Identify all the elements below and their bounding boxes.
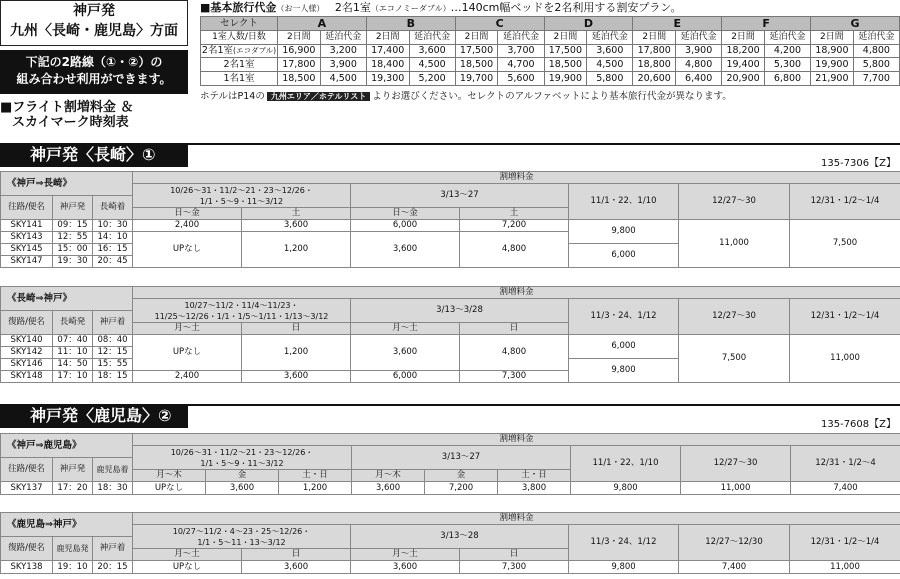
day-friday: 金 (425, 470, 498, 482)
period-1: 10/27～11/2・11/4～11/23・ 11/25～12/26・1/1・1/5～1/11・1/13～3/12 (133, 299, 351, 323)
day-weekday: 日～金 (133, 208, 242, 220)
arrive-time: 14：10 (93, 232, 133, 244)
fare-cell: 3,700 (498, 44, 544, 58)
sub-col-header: 2日間 (455, 30, 498, 44)
flight-heading-line1: ■フライト割増料金 ＆ (0, 100, 134, 115)
section-title-kagoshima: 神戸発〈鹿児島〉② (0, 404, 188, 428)
arrive-time: 20：45 (93, 256, 133, 268)
depart-time: 14：50 (53, 359, 93, 371)
period-5: 12/31・1/2～4 (791, 446, 900, 482)
grade-d: D (544, 17, 633, 31)
grade-a: A (278, 17, 367, 31)
day-weekend: 土・日 (279, 470, 352, 482)
surcharge-label: 割増料金 (133, 287, 900, 299)
day-sunday: 日 (242, 323, 351, 335)
period-1: 10/27～11/2・4～23・25～12/26・ 1/1・5～11・13～3/12 (133, 525, 351, 549)
fare-cell: 5,800 (853, 58, 899, 72)
sub-col-header: 延泊代金 (409, 30, 455, 44)
col-arrive: 長崎着 (93, 196, 133, 220)
fare-cell: 4,800 (676, 58, 722, 72)
col-flight: 往路/便名 (1, 196, 53, 220)
fare-cell: 4,700 (498, 58, 544, 72)
route-label: 《神戸⇒鹿児島》 (1, 434, 133, 458)
surcharge-label: 割増料金 (133, 172, 900, 184)
day-mon-thu: 月～木 (133, 470, 206, 482)
day-mon-thu: 月～木 (352, 470, 425, 482)
price-cell: 9,800 (569, 220, 679, 244)
basic-fare-heading (200, 2, 681, 15)
arrive-time: 18：30 (93, 482, 133, 495)
period-3: 11/1・22、1/10 (569, 184, 679, 220)
fare-cell: 3,900 (320, 58, 366, 72)
arrive-time: 20：15 (93, 561, 133, 574)
price-cell: 9,800 (569, 561, 679, 574)
price-cell: 3,600 (352, 482, 425, 495)
period-1: 10/26～31・11/2～21・23～12/26・ 1/1・5～9・11～3/12 (133, 446, 352, 470)
day-mon-sat: 月～土 (133, 549, 242, 561)
period-4: 12/27～30 (679, 184, 790, 220)
fare-cell: 5,800 (587, 72, 633, 86)
price-cell: UPなし (133, 232, 242, 268)
fare-row-label: 2名1室 (201, 58, 278, 72)
day-sunday: 日 (242, 549, 351, 561)
fare-cell: 18,500 (455, 58, 498, 72)
day-mon-sat: 月～土 (133, 323, 242, 335)
flight-no: SKY137 (1, 482, 53, 495)
table-row (1, 335, 900, 347)
period-2: 3/13～27 (351, 184, 569, 208)
grade-f: F (722, 17, 811, 31)
price-cell: 4,800 (460, 335, 569, 371)
basic-fare-desc2: …140cm幅ベッドを2名利用する割安プラン。 (450, 1, 682, 14)
price-cell: 11,000 (790, 561, 900, 574)
people-label: 1室人数/日数 (201, 30, 278, 44)
fare-cell: 20,600 (633, 72, 676, 86)
depart-time: 17：10 (53, 371, 93, 383)
period-2: 3/13～3/28 (351, 299, 569, 323)
fare-cell: 17,500 (544, 44, 587, 58)
section-rule (188, 143, 900, 145)
surcharge-label: 割増料金 (133, 513, 900, 525)
fare-cell: 3,900 (676, 44, 722, 58)
hotel-note-post: よりお選びください。セレクトのアルファベットにより基本旅行代金が異なります。 (372, 91, 732, 102)
flight-no: SKY141 (1, 220, 53, 232)
depart-time: 15：00 (53, 244, 93, 256)
price-cell: 7,500 (790, 220, 900, 268)
title-line1: 神戸発 (73, 3, 115, 19)
arrive-time: 15：55 (93, 359, 133, 371)
fare-cell: 18,400 (366, 58, 409, 72)
col-depart: 長崎発 (53, 311, 93, 335)
price-cell: 3,600 (242, 371, 351, 383)
route-note-line1: 下記の2路線（①・②）の (25, 55, 163, 69)
fare-row-label: 1名1室 (201, 72, 278, 86)
sub-col-header: 2日間 (544, 30, 587, 44)
price-cell: 3,600 (242, 561, 351, 574)
price-cell: UPなし (133, 335, 242, 371)
fare-cell: 6,800 (764, 72, 810, 86)
price-cell: 3,600 (206, 482, 279, 495)
price-cell: 2,400 (133, 220, 242, 232)
col-arrive: 鹿児島着 (93, 458, 133, 482)
table-kobe-kagoshima (0, 433, 900, 495)
price-cell: 6,000 (351, 220, 460, 232)
route-label: 《長崎⇒神戸》 (1, 287, 133, 311)
fare-cell: 17,500 (455, 44, 498, 58)
fare-cell: 21,900 (811, 72, 854, 86)
sub-col-header: 延泊代金 (764, 30, 810, 44)
depart-time: 19：30 (53, 256, 93, 268)
flight-no: SKY147 (1, 256, 53, 268)
grade-g: G (811, 17, 900, 31)
price-cell: 2,400 (133, 371, 242, 383)
period-1: 10/26～31・11/2～21・23～12/26・ 1/1・5～9・11～3/12 (133, 184, 351, 208)
flight-no: SKY142 (1, 347, 53, 359)
fare-cell: 4,500 (320, 72, 366, 86)
sub-col-header: 延泊代金 (320, 30, 366, 44)
hotel-note-pre: ホテルはP14の (200, 91, 265, 102)
sub-col-header: 2日間 (811, 30, 854, 44)
fare-cell: 7,700 (853, 72, 899, 86)
price-cell: 7,400 (791, 482, 900, 495)
depart-time: 11：10 (53, 347, 93, 359)
sub-col-header: 延泊代金 (587, 30, 633, 44)
price-cell: 7,400 (679, 561, 790, 574)
hotel-list-tag: 九州エリア／ホテルリスト (267, 92, 370, 101)
day-sunday: 日 (460, 323, 569, 335)
fare-cell: 4,500 (587, 58, 633, 72)
arrive-time: 18：15 (93, 371, 133, 383)
period-4: 12/27～12/30 (679, 525, 790, 561)
sub-col-header: 2日間 (633, 30, 676, 44)
title-line2: 九州〈長崎・鹿児島〉方面 (10, 23, 178, 39)
price-cell: 1,200 (242, 232, 351, 268)
price-cell: 7,300 (460, 371, 569, 383)
fare-cell: 16,900 (278, 44, 321, 58)
day-sunday: 日 (460, 549, 569, 561)
flight-heading-line2: スカイマーク時刻表 (12, 115, 129, 130)
route-note-line2: 組み合わせ利用ができます。 (16, 72, 172, 86)
price-cell: 6,000 (351, 371, 460, 383)
col-depart: 鹿児島発 (53, 537, 93, 561)
period-3: 11/3・24、1/12 (569, 525, 679, 561)
table-row (1, 220, 900, 232)
section-title-nagasaki: 神戸発〈長崎〉① (0, 143, 188, 167)
tour-code-nagasaki: 135-7306【Z】 (821, 158, 896, 169)
depart-time: 17：20 (53, 482, 93, 495)
title-box (0, 0, 188, 46)
basic-fare-desc: 2名1室 (334, 1, 371, 14)
flight-no: SKY146 (1, 359, 53, 371)
sub-col-header: 延泊代金 (853, 30, 899, 44)
fare-row (201, 58, 900, 72)
arrive-time: 12：15 (93, 347, 133, 359)
period-4: 12/27～30 (679, 299, 790, 335)
fare-cell: 5,200 (409, 72, 455, 86)
day-saturday: 土 (460, 208, 569, 220)
period-5: 12/31・1/2～1/4 (790, 299, 900, 335)
grade-e: E (633, 17, 722, 31)
fare-cell: 19,400 (722, 58, 765, 72)
fare-cell: 17,800 (633, 44, 676, 58)
fare-cell: 18,900 (811, 44, 854, 58)
fare-cell: 4,800 (853, 44, 899, 58)
basic-fare-title: ■基本旅行代金 (200, 1, 277, 14)
fare-row (201, 72, 900, 86)
arrive-time: 08：40 (93, 335, 133, 347)
period-5: 12/31・1/2～1/4 (790, 184, 900, 220)
day-weekend: 土・日 (498, 470, 571, 482)
fare-cell: 20,900 (722, 72, 765, 86)
flight-heading (0, 100, 133, 130)
period-3: 11/3・24、1/12 (569, 299, 679, 335)
fare-row-label: 2名1室(エコダブル) (201, 45, 277, 57)
grade-b: B (366, 17, 455, 31)
depart-time: 12：55 (53, 232, 93, 244)
flight-no: SKY145 (1, 244, 53, 256)
flight-no: SKY140 (1, 335, 53, 347)
flight-no: SKY143 (1, 232, 53, 244)
col-flight: 往路/便名 (1, 458, 53, 482)
day-weekday: 日～金 (351, 208, 460, 220)
price-cell: 1,200 (279, 482, 352, 495)
table-kagoshima-kobe (0, 512, 900, 574)
col-flight: 復路/便名 (1, 311, 53, 335)
col-depart: 神戸発 (53, 458, 93, 482)
col-depart: 神戸発 (53, 196, 93, 220)
sub-col-header: 延泊代金 (498, 30, 544, 44)
price-cell: 11,000 (679, 220, 790, 268)
route-label: 《鹿児島⇒神戸》 (1, 513, 133, 537)
price-cell: 11,000 (790, 335, 900, 383)
tour-code-kagoshima: 135-7608【Z】 (821, 419, 896, 430)
fare-cell: 19,900 (544, 72, 587, 86)
sub-col-header: 2日間 (722, 30, 765, 44)
fare-cell: 3,600 (409, 44, 455, 58)
price-cell: 9,800 (569, 359, 679, 383)
price-cell: 1,200 (242, 335, 351, 371)
price-cell: 3,600 (351, 561, 460, 574)
price-cell: 11,000 (681, 482, 791, 495)
price-cell: 7,300 (460, 561, 569, 574)
depart-time: 09：15 (53, 220, 93, 232)
fare-cell: 19,300 (366, 72, 409, 86)
price-cell: 3,600 (351, 335, 460, 371)
section-rule (188, 404, 900, 406)
basic-fare-title-small: （お一人様） (276, 4, 325, 13)
fare-cell: 18,500 (278, 72, 321, 86)
table-row (1, 561, 900, 574)
fare-cell: 17,400 (366, 44, 409, 58)
price-cell: 7,200 (460, 220, 569, 232)
price-cell: 3,600 (242, 220, 351, 232)
price-cell: 4,800 (460, 232, 569, 268)
hotel-note (200, 91, 732, 103)
fare-cell: 19,900 (811, 58, 854, 72)
price-cell: 7,500 (679, 335, 790, 383)
day-friday: 金 (206, 470, 279, 482)
fare-cell: 18,500 (544, 58, 587, 72)
arrive-time: 16：15 (93, 244, 133, 256)
col-arrive: 神戸着 (93, 311, 133, 335)
fare-cell: 3,200 (320, 44, 366, 58)
sub-col-header: 2日間 (366, 30, 409, 44)
fare-cell: 6,400 (676, 72, 722, 86)
select-label: セレクト (201, 17, 278, 31)
route-note-box (0, 50, 188, 94)
price-cell: UPなし (133, 482, 206, 495)
fare-cell: 3,600 (587, 44, 633, 58)
grade-c: C (455, 17, 544, 31)
sub-col-header: 延泊代金 (676, 30, 722, 44)
price-cell: 6,000 (569, 335, 679, 359)
price-cell: 3,600 (351, 232, 460, 268)
price-cell: UPなし (133, 561, 242, 574)
route-label: 《神戸⇒長崎》 (1, 172, 133, 196)
flight-no: SKY138 (1, 561, 53, 574)
basic-fare-desc-small: （エコノミーダブル） (370, 4, 451, 13)
table-row (1, 482, 900, 495)
period-2: 3/13～27 (352, 446, 571, 470)
period-5: 12/31・1/2～1/4 (790, 525, 900, 561)
period-2: 3/13～28 (351, 525, 569, 549)
fare-cell: 18,800 (633, 58, 676, 72)
price-cell: 3,800 (498, 482, 571, 495)
sub-col-header: 2日間 (278, 30, 321, 44)
day-mon-sat: 月～土 (351, 549, 460, 561)
fare-row (201, 44, 900, 58)
fare-cell: 4,500 (409, 58, 455, 72)
arrive-time: 10：30 (93, 220, 133, 232)
flight-no: SKY148 (1, 371, 53, 383)
price-cell: 7,200 (425, 482, 498, 495)
fare-cell: 5,300 (764, 58, 810, 72)
fare-cell: 4,200 (764, 44, 810, 58)
depart-time: 19：10 (53, 561, 93, 574)
basic-fare-table (200, 16, 900, 86)
depart-time: 07：40 (53, 335, 93, 347)
fare-cell: 19,700 (455, 72, 498, 86)
period-3: 11/1・22、1/10 (571, 446, 681, 482)
col-flight: 復路/便名 (1, 537, 53, 561)
fare-cell: 18,200 (722, 44, 765, 58)
day-saturday: 土 (242, 208, 351, 220)
table-nagasaki-kobe (0, 286, 900, 383)
period-4: 12/27～30 (681, 446, 791, 482)
fare-cell: 5,600 (498, 72, 544, 86)
table-kobe-nagasaki (0, 171, 900, 268)
fare-cell: 17,800 (278, 58, 321, 72)
surcharge-label: 割増料金 (133, 434, 900, 446)
price-cell: 6,000 (569, 244, 679, 268)
day-mon-sat: 月～土 (351, 323, 460, 335)
price-cell: 9,800 (571, 482, 681, 495)
col-arrive: 神戸着 (93, 537, 133, 561)
